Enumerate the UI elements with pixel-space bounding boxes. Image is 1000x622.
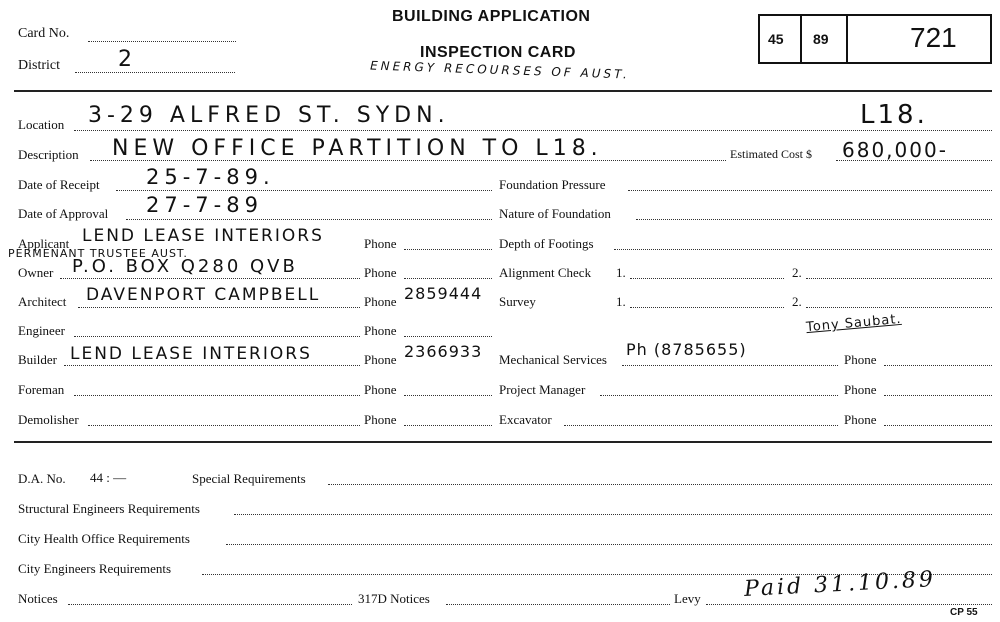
mechanical-phone-label: Phone [844, 352, 877, 367]
project-manager-label: Project Manager [499, 382, 586, 397]
notices-label: Notices [18, 591, 58, 606]
builder-dots [64, 365, 360, 366]
card-no-dots [88, 41, 236, 42]
excavator-phone-dots [884, 425, 992, 426]
survey-label: Survey [499, 294, 536, 309]
demolisher-phone-dots [404, 425, 492, 426]
structural-req-dots [234, 514, 992, 515]
applicant-value: LEND LEASE INTERIORS [82, 226, 324, 246]
receipt-value: 25-7-89. [146, 165, 275, 189]
survey-num2: 2. [792, 294, 802, 309]
notices-317d-label: 317D Notices [358, 591, 430, 606]
survey-dots-1 [630, 307, 784, 308]
card-title-line1: BUILDING APPLICATION [392, 8, 591, 25]
box-number-c: 721 [910, 22, 957, 53]
nature-foundation-label: Nature of Foundation [499, 206, 611, 221]
mechanical-value: Ph (8785655) [626, 340, 747, 359]
alignment-label: Alignment Check [499, 265, 592, 280]
location-label: Location [18, 117, 65, 132]
foreman-dots [74, 395, 360, 396]
depth-footings-dots [614, 249, 992, 250]
district-value: 2 [118, 47, 135, 72]
estimated-cost-label: Estimated Cost $ [730, 147, 812, 161]
description-value: NEW OFFICE PARTITION TO L18. [112, 136, 603, 161]
special-req-dots [328, 484, 992, 485]
owner-label: Owner [18, 265, 54, 280]
foundation-pressure-dots [628, 190, 992, 191]
da-value: 44 : — [90, 470, 127, 485]
owner-phone-dots [404, 278, 492, 279]
applicant-phone-label: Phone [364, 236, 397, 251]
estimated-cost-value: 680,000- [842, 138, 948, 162]
depth-footings-label: Depth of Footings [499, 236, 594, 251]
levy-value: Paid 31.10.89 [743, 566, 937, 603]
middle-divider [14, 441, 992, 443]
location-value: 3-29 ALFRED ST. SYDN. [88, 103, 450, 128]
mechanical-contact: Tony Saubat. [805, 311, 903, 336]
foreman-label: Foreman [18, 382, 65, 397]
card-no-label: Card No. [18, 26, 70, 41]
owner-dots [60, 278, 360, 279]
survey-dots-2 [806, 307, 992, 308]
builder-phone-label: Phone [364, 352, 397, 367]
excavator-label: Excavator [499, 412, 552, 427]
health-req-dots [226, 544, 992, 545]
receipt-dots [116, 190, 492, 191]
reference-box [758, 14, 992, 64]
mechanical-dots [622, 365, 838, 366]
city-eng-req-label: City Engineers Requirements [18, 561, 172, 576]
engineer-label: Engineer [18, 323, 65, 338]
applicant-label: Applicant [18, 236, 70, 251]
levy-label: Levy [674, 591, 701, 606]
owner-note-header: ENERGY RECOURSES OF AUST. [369, 58, 631, 82]
approval-dots [126, 219, 492, 220]
demolisher-label: Demolisher [18, 412, 79, 427]
levy-dots [706, 604, 992, 605]
owner-phone-label: Phone [364, 265, 397, 280]
demolisher-dots [88, 425, 360, 426]
form-code: CP 55 [950, 607, 978, 618]
owner-note: PERMENANT TRUSTEE AUST. [8, 247, 188, 260]
special-req-label: Special Requirements [192, 471, 306, 486]
builder-label: Builder [18, 352, 57, 367]
approval-label: Date of Approval [18, 206, 109, 221]
excavator-phone-label: Phone [844, 412, 877, 427]
applicant-phone-dots [404, 249, 492, 250]
project-manager-phone-label: Phone [844, 382, 877, 397]
district-dots [75, 72, 235, 73]
alignment-dots-2 [806, 278, 992, 279]
district-label: District [18, 58, 60, 73]
notices-dots [68, 604, 352, 605]
health-req-label: City Health Office Requirements [18, 531, 190, 546]
project-manager-dots [600, 395, 838, 396]
alignment-num1: 1. [616, 265, 626, 280]
location-dots [74, 130, 992, 131]
notices-317d-dots [446, 604, 670, 605]
engineer-phone-label: Phone [364, 323, 397, 338]
excavator-dots [564, 425, 838, 426]
nature-foundation-dots [636, 219, 992, 220]
foundation-pressure-label: Foundation Pressure [499, 177, 606, 192]
box-divider-1 [800, 16, 802, 62]
structural-req-label: Structural Engineers Requirements [18, 501, 200, 516]
description-label: Description [18, 147, 79, 162]
location-suffix: L18. [860, 100, 928, 130]
foreman-phone-label: Phone [364, 382, 397, 397]
mechanical-phone-dots [884, 365, 992, 366]
mechanical-label: Mechanical Services [499, 352, 607, 367]
header-divider [14, 90, 992, 92]
architect-value: DAVENPORT CAMPBELL [86, 285, 321, 305]
project-manager-phone-dots [884, 395, 992, 396]
box-divider-2 [846, 16, 848, 62]
architect-dots [78, 307, 360, 308]
demolisher-phone-label: Phone [364, 412, 397, 427]
foreman-phone-dots [404, 395, 492, 396]
builder-value: LEND LEASE INTERIORS [70, 344, 312, 364]
architect-phone-value: 2859444 [404, 284, 483, 303]
alignment-dots-1 [630, 278, 784, 279]
da-label: D.A. No. [18, 471, 66, 486]
alignment-num2: 2. [792, 265, 802, 280]
survey-num1: 1. [616, 294, 626, 309]
engineer-phone-dots [404, 336, 492, 337]
architect-phone-label: Phone [364, 294, 397, 309]
receipt-label: Date of Receipt [18, 177, 100, 192]
owner-value: P.O. BOX Q280 QVB [72, 256, 298, 277]
builder-phone-value: 2366933 [404, 342, 483, 361]
approval-value: 27-7-89 [146, 193, 263, 217]
engineer-dots [74, 336, 360, 337]
card-title-line2: INSPECTION CARD [420, 44, 576, 61]
architect-label: Architect [18, 294, 67, 309]
box-number-a: 45 [768, 31, 784, 47]
box-number-b: 89 [813, 31, 829, 47]
